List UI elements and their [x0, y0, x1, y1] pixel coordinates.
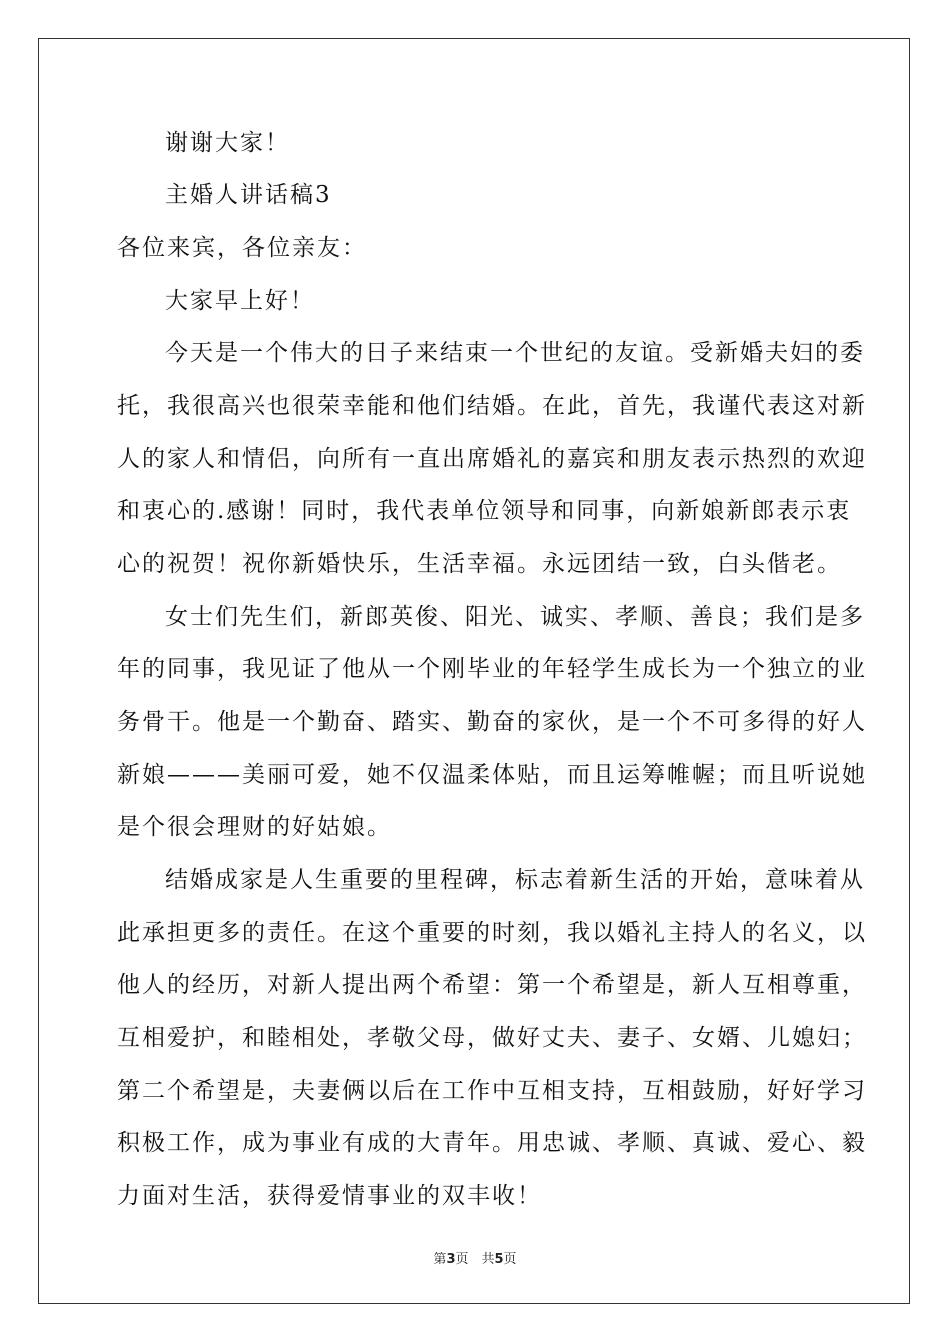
page-footer	[0, 1248, 950, 1267]
greeting: 大家早上好！	[165, 288, 315, 314]
text-line: 年的同事，我见证了他从一个刚毕业的年轻学生成长为一个独立的业	[117, 656, 867, 682]
text-line: 和衷心的.感谢！同时，我代表单位领导和同事，向新娘新郎表示衷	[117, 498, 852, 524]
text-line: 积极工作，成为事业有成的大青年。用忠诚、孝顺、真诚、爱心、毅	[117, 1130, 867, 1156]
page-middle: 页 共	[455, 1252, 495, 1267]
text-line: 此承担更多的责任。在这个重要的时刻，我以婚礼主持人的名义，以	[117, 920, 867, 946]
text-line: 心的祝贺！祝你新婚快乐，生活幸福。永远团结一致，白头偕老。	[117, 551, 842, 577]
text-line: 互相爱护，和睦相处，孝敬父母，做好丈夫、妻子、女婿、儿媳妇；	[117, 1025, 867, 1051]
page-prefix: 第	[433, 1252, 447, 1267]
text-line: 谢谢大家！	[165, 130, 290, 156]
text-line: 结婚成家是人生重要的里程碑，标志着新生活的开始，意味着从	[165, 867, 865, 893]
page-suffix: 页	[503, 1252, 517, 1267]
text-line: 人的家人和情侣，向所有一直出席婚礼的嘉宾和朋友表示热烈的欢迎	[117, 446, 867, 472]
text-line: 新娘———美丽可爱，她不仅温柔体贴，而且运筹帷幄；而且听说她	[117, 762, 867, 788]
text-line: 力面对生活，获得爱情事业的双丰收！	[117, 1183, 542, 1209]
text-line: 今天是一个伟大的日子来结束一个世纪的友谊。受新婚夫妇的委	[165, 340, 865, 366]
text-line: 他人的经历，对新人提出两个希望：第一个希望是，新人互相尊重，	[117, 972, 867, 998]
salutation: 各位来宾，各位亲友：	[117, 235, 367, 261]
current-page-number: 3	[446, 1252, 456, 1267]
text-line: 务骨干。他是一个勤奋、踏实、勤奋的家伙，是一个不可多得的好人	[117, 709, 867, 735]
text-line: 是个很会理财的好姑娘。	[117, 814, 392, 840]
section-heading: 主婚人讲话稿3	[165, 182, 332, 208]
text-line: 第二个希望是，夫妻俩以后在工作中互相支持，互相鼓励，好好学习	[117, 1078, 867, 1104]
text-line: 托，我很高兴也很荣幸能和他们结婚。在此，首先，我谨代表这对新	[117, 393, 867, 419]
total-page-number: 5	[494, 1252, 504, 1267]
text-line: 女士们先生们，新郎英俊、阳光、诚实、孝顺、善良；我们是多	[165, 604, 865, 630]
